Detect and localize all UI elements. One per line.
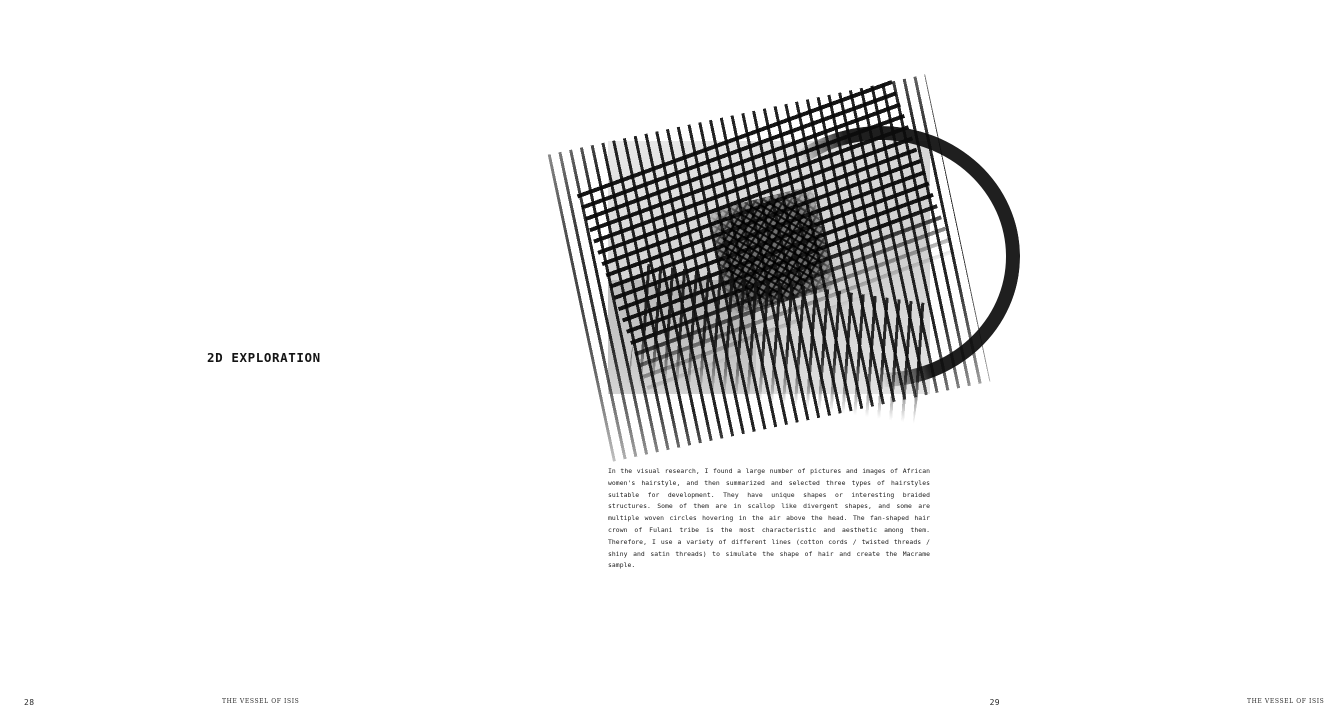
page-title: 2D EXPLORATION — [207, 350, 321, 365]
body-paragraph: In the visual research, I found a large number of pictures and images of African women's hairstyle, and then summarized and selected three types of hairstyles suitable for development. They have unique shapes or interesting braided structures. Some of them are in scallop like divergent shapes, and some are multiple woven circles hovering in the air above the head. The fan-shaped hair crown of Fulani tribe is the most characteristic and aesthetic among them. Therefore, I use a variety of different lines (cotton cords / twisted threads / shiny and satin threads) to simulate the shape of hair and create the Macrame sample. — [608, 467, 930, 570]
page-number-left: 28 — [24, 698, 35, 707]
macrame-photo-figure — [608, 141, 930, 394]
running-head-right: THE VESSEL OF ISIS — [1247, 698, 1324, 705]
right-page — [512, 0, 1324, 724]
left-page — [0, 0, 512, 724]
running-head-left: THE VESSEL OF ISIS — [222, 698, 300, 705]
photo-background — [608, 141, 930, 394]
page-number-right: 29 — [989, 698, 1000, 707]
